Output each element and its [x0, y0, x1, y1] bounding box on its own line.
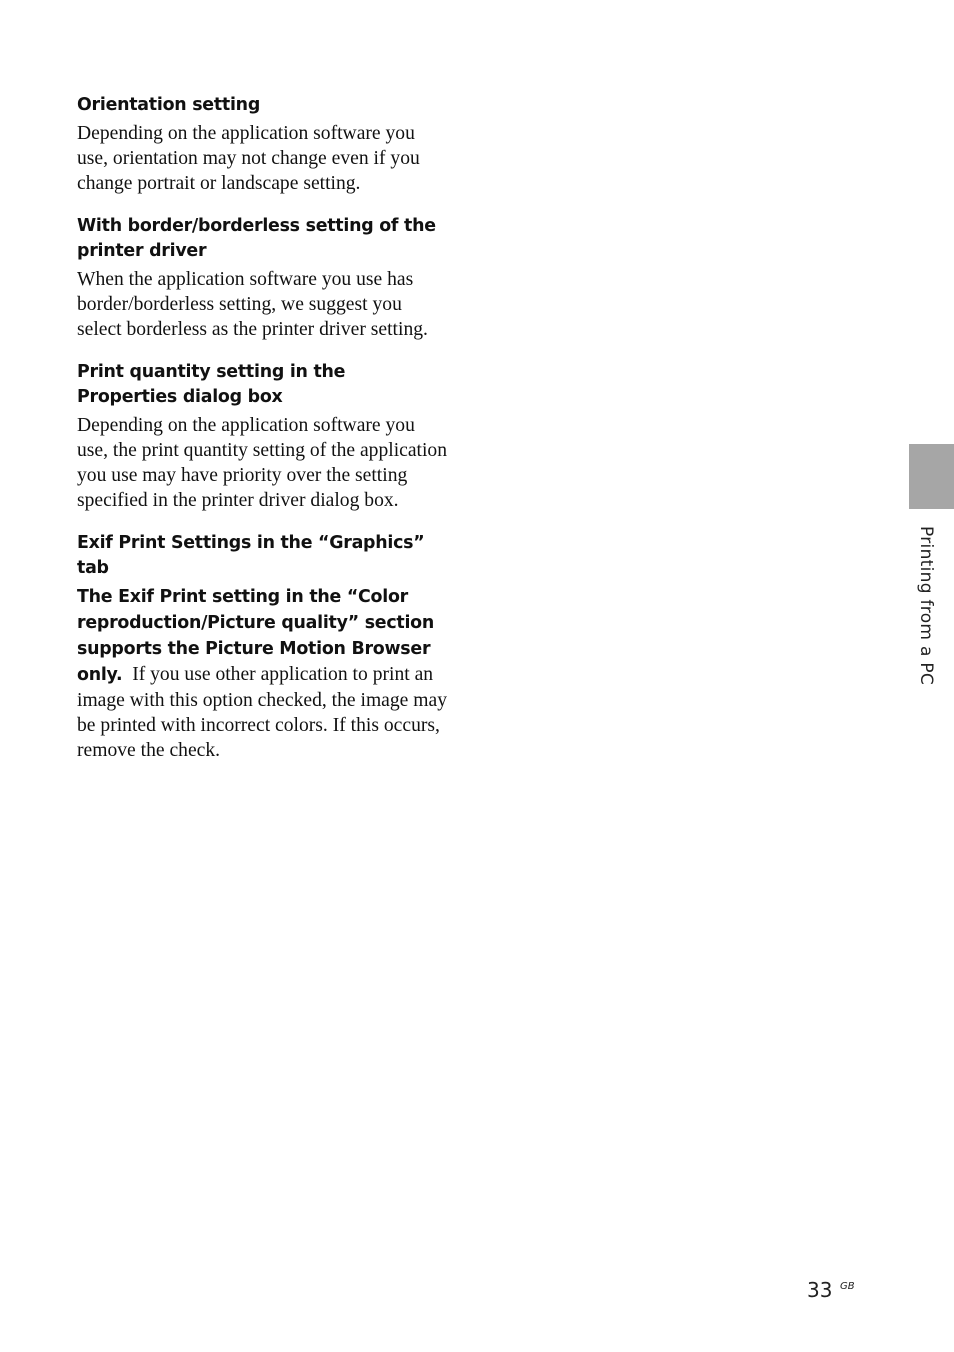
- section-heading: With border/borderless setting of the printer driver: [77, 216, 436, 261]
- section-heading: Print quantity setting in the Properties dialog box: [77, 362, 346, 407]
- chapter-tab-marker: [909, 444, 954, 509]
- page-number: 33: [807, 1278, 833, 1302]
- section-exif-print: [77, 531, 449, 763]
- section-body-text: If you use other application to print an image with this option checked, the image may be printed with incorrect colors. If this occurs, remove the check.: [77, 664, 448, 761]
- main-column: [77, 93, 449, 781]
- section-heading: Exif Print Settings in the “Graphics” tab: [77, 533, 425, 578]
- section-orientation: [77, 93, 449, 196]
- section-body: Depending on the application software you use, orientation may not change even if you change portrait or landscape setting.: [77, 123, 420, 194]
- section-body: [77, 584, 449, 763]
- section-lead: The Exif Print setting in the “Color reproduction/Picture quality” section supports the Picture Motion Browser only.: [77, 587, 434, 685]
- section-heading: Orientation setting: [77, 95, 261, 115]
- page-language-suffix: GB: [840, 1281, 855, 1292]
- section-body: Depending on the application software you use, the print quantity setting of the application you use may have priority over the setting specified in the printer driver dialog box.: [77, 415, 448, 511]
- chapter-tab-label: Printing from a PC: [916, 526, 936, 686]
- section-print-quantity: [77, 360, 449, 513]
- section-border-borderless: [77, 214, 449, 342]
- section-body: When the application software you use has border/borderless setting, we suggest you select borderless as the printer driver setting.: [77, 269, 428, 340]
